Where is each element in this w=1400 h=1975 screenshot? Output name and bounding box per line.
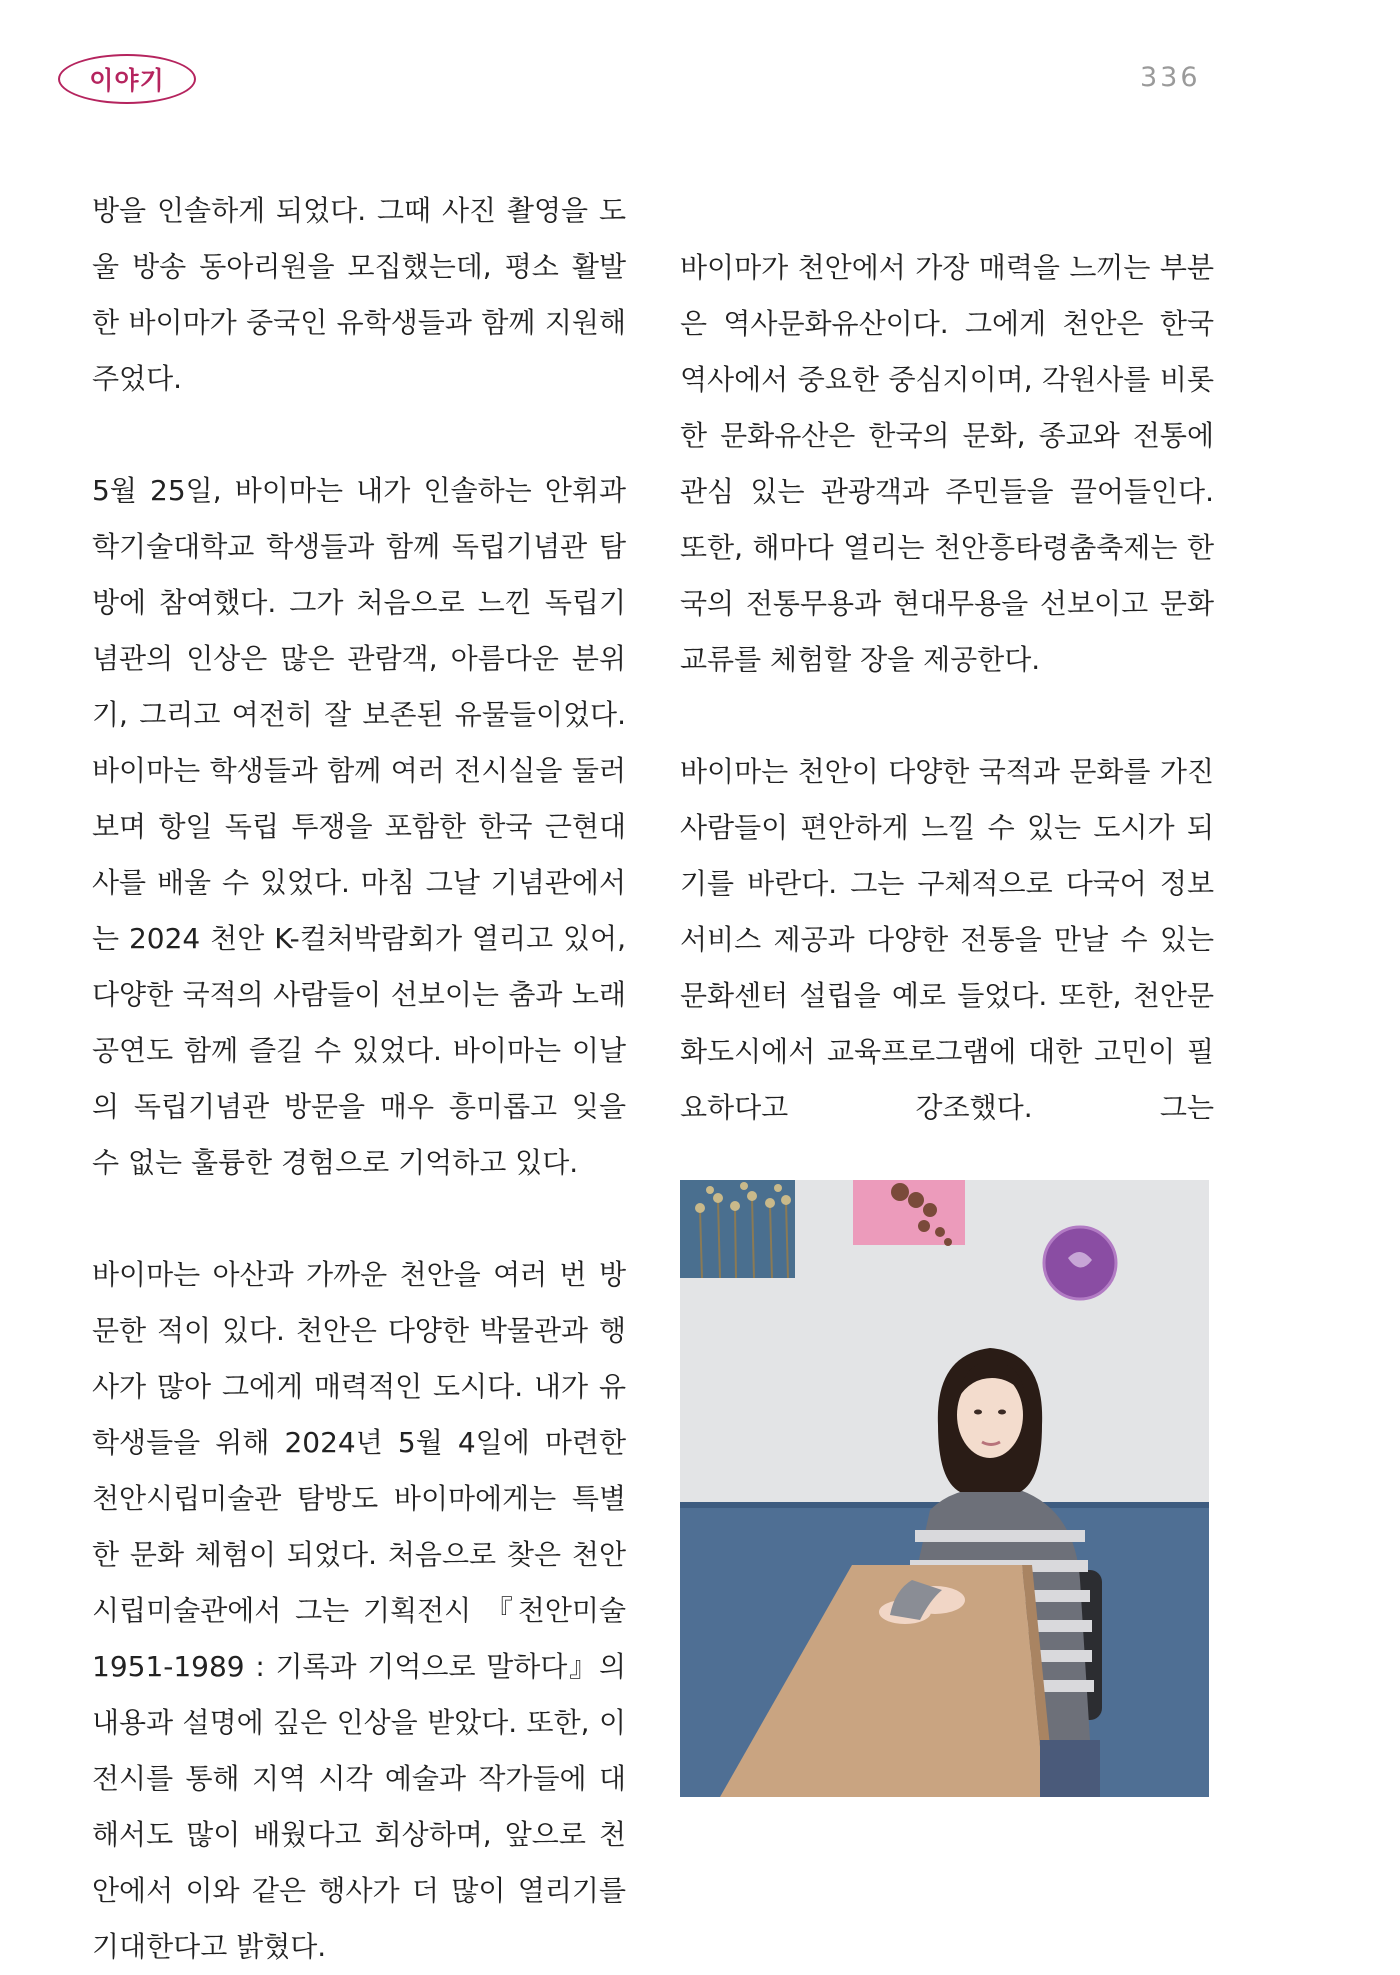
left-paragraph-2: 5월 25일, 바이마는 내가 인솔하는 안휘과학기술대학교 학생들과 함께 독립기념관 탐방에 참여했다. 그가 처음으로 느낀 독립기념관의 인상은 많은 관람객, 아름다운 분위기, 그리고 여전히 잘 보존된 유물들이었다. 바이마는 학생들과 함께 여러 전시실을 둘러보며 항일 독립 투쟁을 포함한 한국 근현대사를 배울 수 있었다. 마침 그날 기념관에서는 2024 천안 K-컬처박람회가 열리고 있어, 다양한 국적의 사람들이 선보이는 춤과 노래 공연도 함께 즐길 수 있었다. 바이마는 이날의 독립기념관 방문을 매우 흥미롭고 잊을 수 없는 훌륭한 경험으로 기억하고 있다. (92, 474, 626, 1179)
portrait-photo (680, 1180, 1209, 1797)
section-tag (58, 54, 196, 104)
right-paragraph-1: 바이마가 천안에서 가장 매력을 느끼는 부분은 역사문화유산이다. 그에게 천안은 한국 역사에서 중요한 중심지이며, 각원사를 비롯한 문화유산은 한국의 문화, 종교와 전통에 관심 있는 관광객과 주민들을 끌어들인다. 또한, 해마다 열리는 천안흥타령춤축제는 한국의 전통무용과 현대무용을 선보이고 문화 교류를 체험할 장을 제공한다. (680, 251, 1214, 676)
left-paragraph-3: 바이마는 아산과 가까운 천안을 여러 번 방문한 적이 있다. 천안은 다양한 박물관과 행사가 많아 그에게 매력적인 도시다. 내가 유학생들을 위해 2024년 5월 4일에 마련한 천안시립미술관 탐방도 바이마에게는 특별한 문화 체험이 되었다. 처음으로 찾은 천안시립미술관에서 그는 기획전시 『천안미술 1951-1989 : 기록과 기억으로 말하다』의 내용과 설명에 깊은 인상을 받았다. 또한, 이 전시를 통해 지역 시각 예술과 작가들에 대해서도 많이 배웠다고 회상하며, 앞으로 천안에서 이와 같은 행사가 더 많이 열리기를 기대한다고 밝혔다. (92, 1258, 626, 1963)
right-paragraph-2: 바이마는 천안이 다양한 국적과 문화를 가진 사람들이 편안하게 느낄 수 있는 도시가 되기를 바란다. 그는 구체적으로 다국어 정보 서비스 제공과 다양한 전통을 만날 수 있는 문화센터 설립을 예로 들었다. 또한, 천안문화도시에서 교육프로그램에 대한 고민이 필요하다고 강조했다. 그는 (680, 755, 1214, 1124)
section-tag-label: 이야기 (89, 66, 165, 95)
page-number: 336 (1140, 62, 1201, 93)
left-paragraph-1: 방을 인솔하게 되었다. 그때 사진 촬영을 도울 방송 동아리원을 모집했는데, 평소 활발한 바이마가 중국인 유학생들과 함께 지원해 주었다. (92, 194, 626, 395)
left-column (92, 183, 626, 1975)
right-column (680, 240, 1214, 1136)
